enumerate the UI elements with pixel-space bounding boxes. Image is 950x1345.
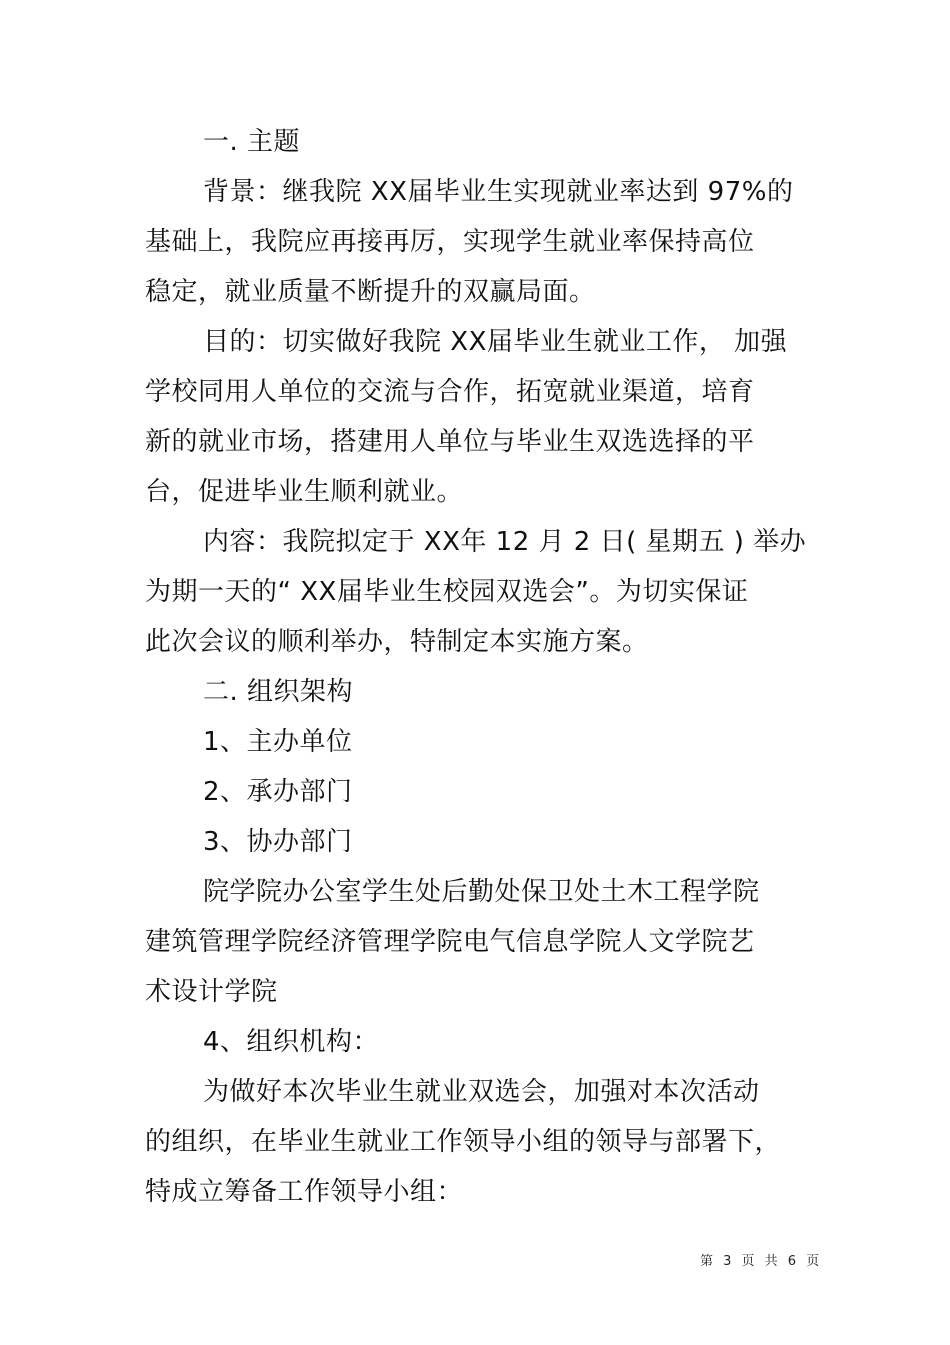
page-number-footer: 第 3 页 共 6 页	[700, 1254, 823, 1269]
paragraph-content-line-1: 内容：我院拟定于 XX年 12 月 2 日( 星期五 ) 举办	[203, 527, 807, 557]
paragraph-departments-line-1: 院学院办公室学生处后勤处保卫处土木工程学院	[203, 877, 760, 907]
paragraph-committee-line-2: 的组织，在毕业生就业工作领导小组的领导与部署下，	[145, 1127, 782, 1157]
paragraph-content-line-2: 为期一天的“ XX届毕业生校园双选会”。为切实保证	[145, 577, 749, 607]
heading-theme: 一. 主题	[203, 127, 301, 157]
paragraph-committee-line-1: 为做好本次毕业生就业双选会，加强对本次活动	[203, 1077, 760, 1107]
paragraph-background-line-3: 稳定，就业质量不断提升的双赢局面。	[145, 277, 596, 307]
paragraph-departments-line-2: 建筑管理学院经济管理学院电气信息学院人文学院艺	[145, 927, 755, 957]
paragraph-background-line-2: 基础上，我院应再接再厉，实现学生就业率保持高位	[145, 227, 755, 257]
list-item-structure: 4、组织机构：	[203, 1027, 380, 1057]
paragraph-departments-line-3: 术设计学院	[145, 977, 278, 1007]
paragraph-committee-line-3: 特成立筹备工作领导小组：	[145, 1177, 464, 1207]
list-item-co-organizer: 3、协办部门	[203, 827, 353, 857]
list-item-organizer: 2、承办部门	[203, 777, 353, 807]
paragraph-content-line-3: 此次会议的顺利举办，特制定本实施方案。	[145, 627, 649, 657]
paragraph-purpose-line-1: 目的：切实做好我院 XX届毕业生就业工作， 加强	[203, 327, 788, 357]
list-item-host: 1、主办单位	[203, 727, 353, 757]
heading-organization: 二. 组织架构	[203, 677, 354, 707]
paragraph-purpose-line-4: 台，促进毕业生顺利就业。	[145, 477, 464, 507]
paragraph-purpose-line-3: 新的就业市场，搭建用人单位与毕业生双选选择的平	[145, 427, 755, 457]
paragraph-purpose-line-2: 学校同用人单位的交流与合作，拓宽就业渠道，培育	[145, 377, 755, 407]
paragraph-background-line-1: 背景：继我院 XX届毕业生实现就业率达到 97%的	[203, 177, 794, 207]
